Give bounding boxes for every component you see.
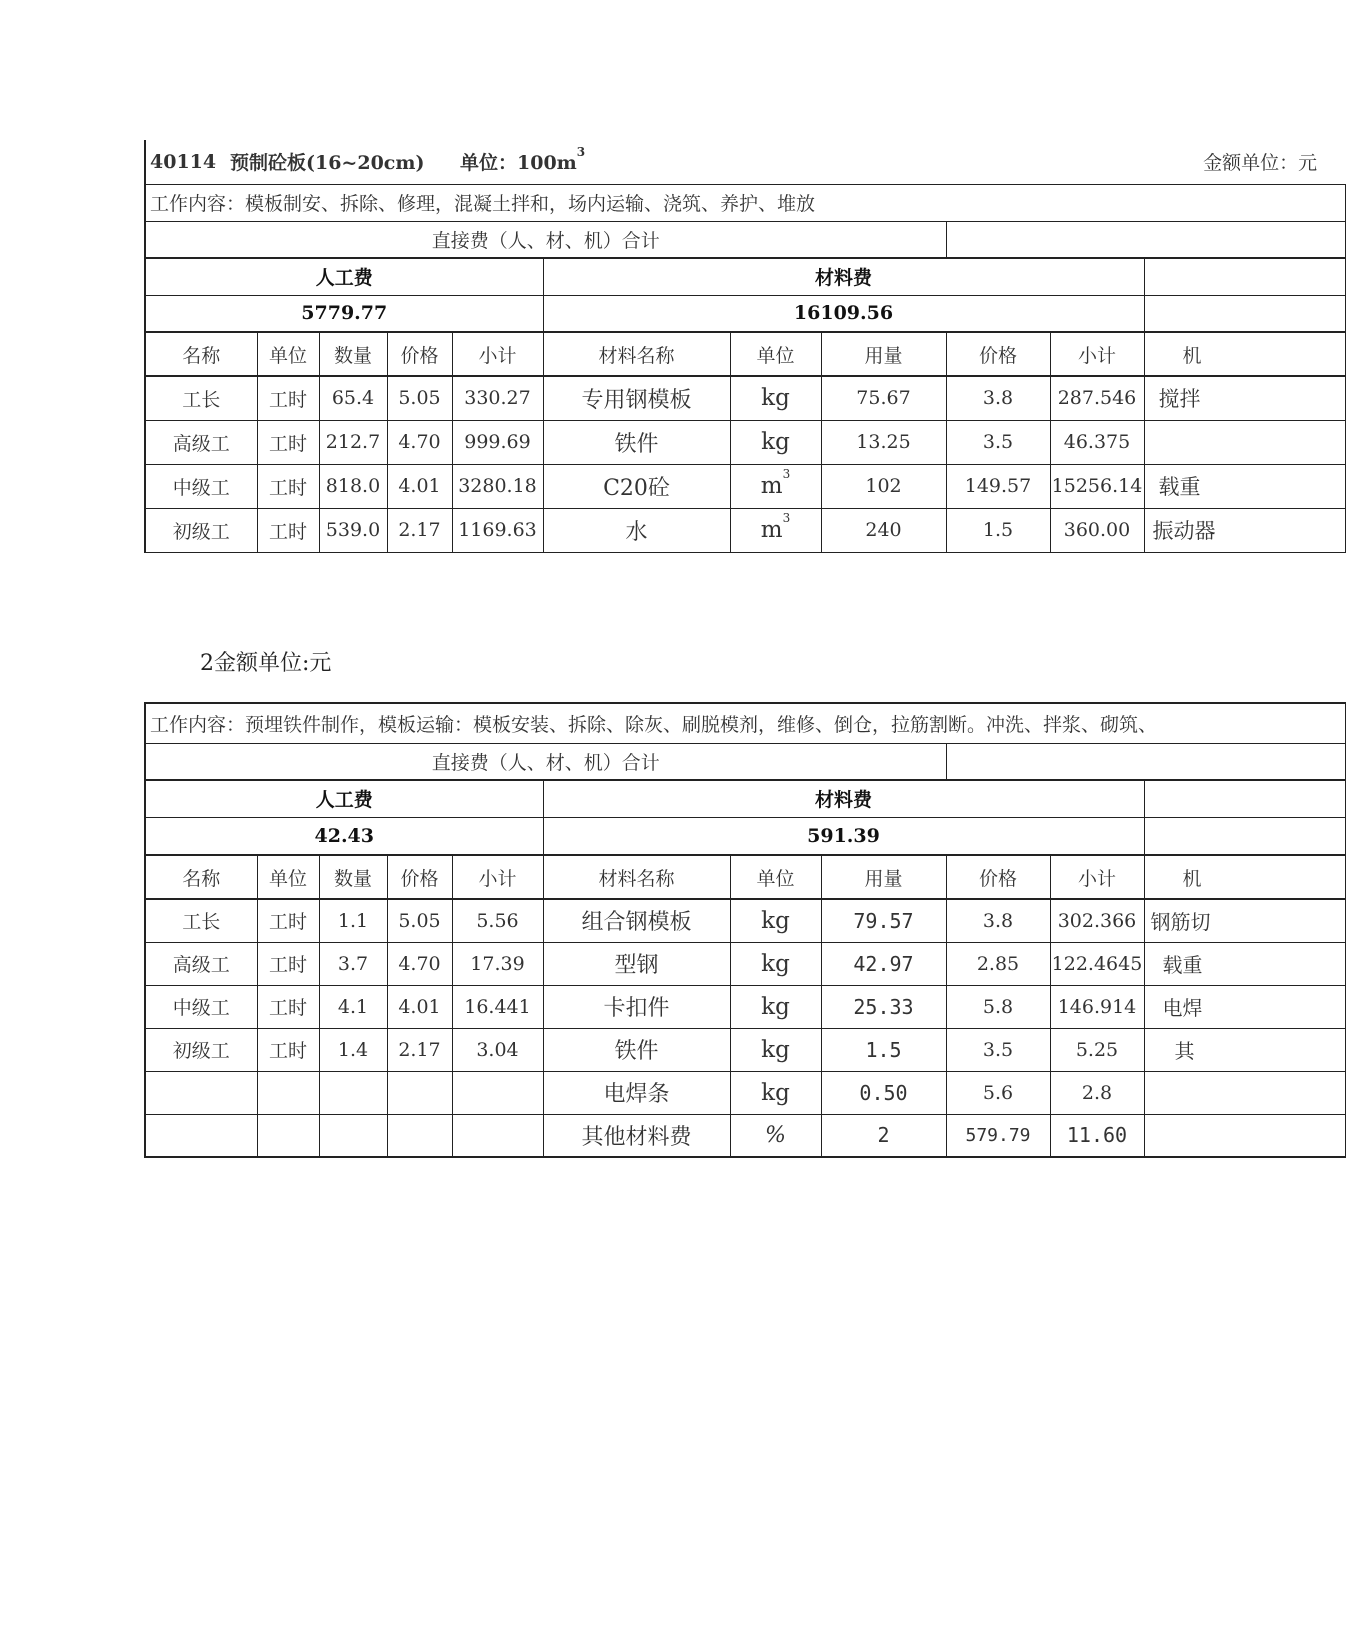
- material-subtotal: 302.366: [1050, 899, 1144, 942]
- material-cost-total: 16109.56: [543, 295, 1144, 332]
- material-subtotal: 2.8: [1050, 1071, 1144, 1114]
- material-unit: %: [730, 1114, 821, 1157]
- machine-cost-total: [1144, 295, 1345, 332]
- material-subtotal: 146.914: [1050, 985, 1144, 1028]
- labor-subtotal: 3280.18: [452, 464, 543, 508]
- table-2-cost-total-row: [145, 817, 1345, 855]
- material-price: 5.6: [946, 1071, 1050, 1114]
- material-cost-header: 材料费: [543, 780, 1144, 817]
- col-header-price: 价格: [387, 855, 452, 899]
- table-1-work-content-row: [145, 184, 1345, 221]
- col-header-qty: 数量: [319, 332, 387, 376]
- col-header-material-unit: 单位: [730, 332, 821, 376]
- material-subtotal: 5.25: [1050, 1028, 1144, 1071]
- quota-unit: 单位：$100m^3$: [460, 144, 586, 175]
- labor-unit: 工时: [257, 899, 319, 942]
- material-unit: kg: [730, 899, 821, 942]
- material-price: 2.85: [946, 942, 1050, 985]
- material-subtotal: 11.60: [1050, 1114, 1144, 1157]
- labor-unit: [257, 1114, 319, 1157]
- labor-unit: 工时: [257, 985, 319, 1028]
- machine-name: 电焊: [1144, 985, 1345, 1028]
- labor-qty: 65.4: [319, 376, 387, 420]
- labor-name: [145, 1071, 257, 1114]
- labor-price: 4.70: [387, 420, 452, 464]
- col-header-name: 名称: [145, 332, 257, 376]
- labor-unit: 工时: [257, 508, 319, 552]
- machine-name: 搅拌: [1144, 376, 1345, 420]
- quota-table-2-viewport: [144, 702, 1275, 1182]
- labor-qty: 3.7: [319, 942, 387, 985]
- labor-price: 2.17: [387, 1028, 452, 1071]
- money-unit-label: 金额单位：元: [1203, 152, 1318, 175]
- col-header-material-price: 价格: [946, 855, 1050, 899]
- material-name: 专用钢模板: [543, 376, 730, 420]
- table-1-direct-cost-row: [145, 221, 1345, 258]
- table-1-title-cell: [145, 140, 1345, 184]
- material-cost-total: 591.39: [543, 817, 1144, 855]
- labor-name: 高级工: [145, 942, 257, 985]
- table-2-direct-cost-row: [145, 743, 1345, 780]
- labor-subtotal: 330.27: [452, 376, 543, 420]
- labor-qty: 818.0: [319, 464, 387, 508]
- quota-table-2: [144, 702, 1346, 1158]
- labor-qty: 1.4: [319, 1028, 387, 1071]
- labor-unit: 工时: [257, 1028, 319, 1071]
- labor-cost-header: 人工费: [145, 258, 543, 295]
- machine-name: 振动器: [1144, 508, 1345, 552]
- material-cost-header: 材料费: [543, 258, 1144, 295]
- material-name: 铁件: [543, 1028, 730, 1071]
- direct-cost-label: 直接费（人、材、机）合计: [145, 221, 946, 258]
- labor-name: 初级工: [145, 1028, 257, 1071]
- labor-subtotal: 17.39: [452, 942, 543, 985]
- table-row: [145, 942, 1345, 985]
- work-content: 工作内容：模板制安、拆除、修理，混凝土拌和，场内运输、浇筑、养护、堆放: [145, 184, 1345, 221]
- col-header-material-name: 材料名称: [543, 332, 730, 376]
- table-row: [145, 508, 1345, 552]
- labor-subtotal: 1169.63: [452, 508, 543, 552]
- labor-cost-total: 5779.77: [145, 295, 543, 332]
- table-1-cost-total-row: [145, 295, 1345, 332]
- labor-name: 工长: [145, 376, 257, 420]
- col-header-subtotal: 小计: [452, 855, 543, 899]
- machine-cost-total: [1144, 817, 1345, 855]
- labor-cost-header: 人工费: [145, 780, 543, 817]
- table-1-column-header-row: [145, 332, 1345, 376]
- table-row: [145, 1114, 1345, 1157]
- col-header-usage: 用量: [821, 332, 946, 376]
- table-2-cost-header-row: [145, 780, 1345, 817]
- labor-unit: 工时: [257, 464, 319, 508]
- labor-name: 中级工: [145, 985, 257, 1028]
- quota-code: 40114: [150, 150, 217, 173]
- table-row: [145, 464, 1345, 508]
- labor-subtotal: [452, 1071, 543, 1114]
- material-unit: $m^3$: [730, 464, 821, 508]
- col-header-qty: 数量: [319, 855, 387, 899]
- labor-qty: 4.1: [319, 985, 387, 1028]
- col-header-machine: 机: [1144, 332, 1345, 376]
- material-name: 铁件: [543, 420, 730, 464]
- table-row: [145, 420, 1345, 464]
- labor-subtotal: 3.04: [452, 1028, 543, 1071]
- machine-cost-header: [1144, 258, 1345, 295]
- labor-name: 中级工: [145, 464, 257, 508]
- labor-unit: [257, 1071, 319, 1114]
- labor-qty: 539.0: [319, 508, 387, 552]
- labor-name: 工长: [145, 899, 257, 942]
- col-header-material-subtotal: 小计: [1050, 855, 1144, 899]
- labor-subtotal: 16.441: [452, 985, 543, 1028]
- direct-cost-value: [946, 221, 1345, 258]
- material-unit: kg: [730, 1071, 821, 1114]
- labor-price: 4.70: [387, 942, 452, 985]
- table-2-work-content-row: [145, 703, 1345, 743]
- table-2-column-header-row: [145, 855, 1345, 899]
- material-subtotal: 287.546: [1050, 376, 1144, 420]
- table-row: [145, 985, 1345, 1028]
- labor-price: 4.01: [387, 985, 452, 1028]
- material-usage: 75.67: [821, 376, 946, 420]
- col-header-material-unit: 单位: [730, 855, 821, 899]
- labor-qty: 1.1: [319, 899, 387, 942]
- material-price: 579.79: [946, 1114, 1050, 1157]
- quota-table-1: [144, 140, 1346, 553]
- col-header-machine: 机: [1144, 855, 1345, 899]
- material-price: 3.5: [946, 1028, 1050, 1071]
- labor-price: [387, 1114, 452, 1157]
- material-name: 电焊条: [543, 1071, 730, 1114]
- table-row: [145, 899, 1345, 942]
- material-unit: kg: [730, 420, 821, 464]
- material-subtotal: 46.375: [1050, 420, 1144, 464]
- labor-name: 高级工: [145, 420, 257, 464]
- labor-subtotal: [452, 1114, 543, 1157]
- table-row: [145, 1028, 1345, 1071]
- material-price: 3.8: [946, 376, 1050, 420]
- labor-qty: [319, 1114, 387, 1157]
- material-usage: 0.50: [821, 1071, 946, 1114]
- money-unit-note: 2金额单位:元: [200, 651, 332, 676]
- material-price: 3.8: [946, 899, 1050, 942]
- labor-name: [145, 1114, 257, 1157]
- col-header-material-subtotal: 小计: [1050, 332, 1144, 376]
- col-header-subtotal: 小计: [452, 332, 543, 376]
- material-usage: 79.57: [821, 899, 946, 942]
- labor-qty: 212.7: [319, 420, 387, 464]
- col-header-usage: 用量: [821, 855, 946, 899]
- material-unit: kg: [730, 1028, 821, 1071]
- material-usage: 42.97: [821, 942, 946, 985]
- labor-unit: 工时: [257, 942, 319, 985]
- machine-name: 载重: [1144, 942, 1345, 985]
- work-content: 工作内容：预埋铁件制作，模板运输：模板安装、拆除、除灰、刷脱模剂，维修、倒仓，拉筋割断。冲洗、拌浆、砌筑、: [145, 703, 1345, 743]
- table-1-cost-header-row: [145, 258, 1345, 295]
- quota-name: 预制砼板(16~20cm): [230, 152, 425, 175]
- col-header-material-price: 价格: [946, 332, 1050, 376]
- labor-price: 5.05: [387, 899, 452, 942]
- labor-price: 5.05: [387, 376, 452, 420]
- quota-table-1-viewport: [144, 140, 1318, 576]
- material-subtotal: 122.4645: [1050, 942, 1144, 985]
- material-usage: 25.33: [821, 985, 946, 1028]
- material-usage: 102: [821, 464, 946, 508]
- material-unit: kg: [730, 942, 821, 985]
- material-unit: $m^3$: [730, 508, 821, 552]
- col-header-material-name: 材料名称: [543, 855, 730, 899]
- col-header-unit: 单位: [257, 332, 319, 376]
- machine-name: 钢筋切: [1144, 899, 1345, 942]
- labor-unit: 工时: [257, 376, 319, 420]
- labor-qty: [319, 1071, 387, 1114]
- machine-name: 载重: [1144, 464, 1345, 508]
- material-unit: kg: [730, 376, 821, 420]
- labor-unit: 工时: [257, 420, 319, 464]
- machine-name: [1144, 1114, 1345, 1157]
- table-row: [145, 376, 1345, 420]
- table-row: [145, 1071, 1345, 1114]
- labor-price: [387, 1071, 452, 1114]
- labor-subtotal: 5.56: [452, 899, 543, 942]
- material-name: 水: [543, 508, 730, 552]
- material-usage: 13.25: [821, 420, 946, 464]
- material-price: 3.5: [946, 420, 1050, 464]
- machine-name: [1144, 420, 1345, 464]
- material-subtotal: 15256.14: [1050, 464, 1144, 508]
- direct-cost-value: [946, 743, 1345, 780]
- material-usage: 2: [821, 1114, 946, 1157]
- labor-cost-total: 42.43: [145, 817, 543, 855]
- labor-price: 4.01: [387, 464, 452, 508]
- col-header-unit: 单位: [257, 855, 319, 899]
- direct-cost-label: 直接费（人、材、机）合计: [145, 743, 946, 780]
- col-header-name: 名称: [145, 855, 257, 899]
- material-name: 卡扣件: [543, 985, 730, 1028]
- labor-subtotal: 999.69: [452, 420, 543, 464]
- machine-cost-header: [1144, 780, 1345, 817]
- material-price: 1.5: [946, 508, 1050, 552]
- material-name: 其他材料费: [543, 1114, 730, 1157]
- labor-price: 2.17: [387, 508, 452, 552]
- material-unit: kg: [730, 985, 821, 1028]
- material-usage: 240: [821, 508, 946, 552]
- material-subtotal: 360.00: [1050, 508, 1144, 552]
- material-usage: 1.5: [821, 1028, 946, 1071]
- material-name: 型钢: [543, 942, 730, 985]
- machine-name: 其: [1144, 1028, 1345, 1071]
- material-price: 149.57: [946, 464, 1050, 508]
- material-price: 5.8: [946, 985, 1050, 1028]
- col-header-price: 价格: [387, 332, 452, 376]
- table-1-title-row: [145, 140, 1345, 184]
- material-name: C20砼: [543, 464, 730, 508]
- labor-name: 初级工: [145, 508, 257, 552]
- machine-name: [1144, 1071, 1345, 1114]
- material-name: 组合钢模板: [543, 899, 730, 942]
